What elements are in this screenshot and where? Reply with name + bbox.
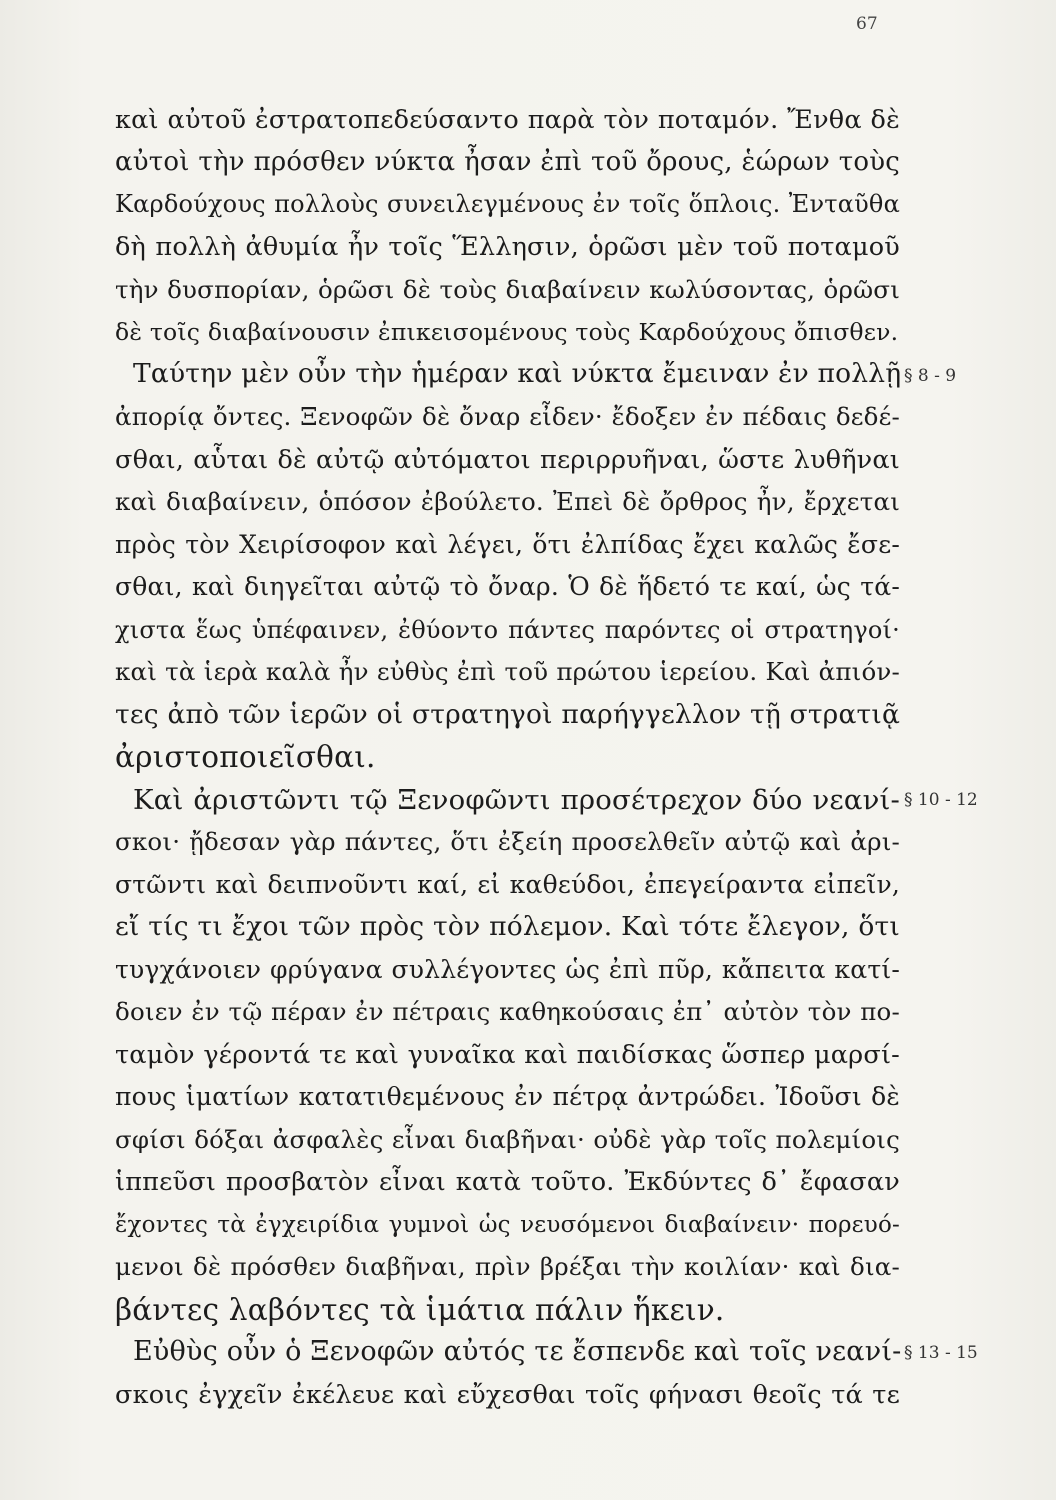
- text-line: δὲ τοῖς διαβαίνουσιν ἐπικεισομένους τοὺς Καρδούχους ὄπισθεν.: [115, 318, 899, 346]
- text-line: Ταύτην μὲν οὖν τὴν ἡμέραν καὶ νύκτα ἔμειναν ἐν πολλῇ: [133, 358, 902, 389]
- text-line: καὶ διαβαίνειν, ὁπόσον ἐβούλετο. Ἐπεὶ δὲ ὄρθρος ἦν, ἔρχεται: [115, 487, 900, 516]
- text-line: πρὸς τὸν Χειρίσοφον καὶ λέγει, ὅτι ἐλπίδας ἔχει καλῶς ἔσε-: [115, 530, 900, 559]
- text-line: σκοις ἐγχεῖν ἐκέλευε καὶ εὔχεσθαι τοῖς φήνασι θεοῖς τά τε: [115, 1380, 900, 1410]
- text-line: στῶντι καὶ δειπνοῦντι καί, εἰ καθεύδοι, ἐπεγείραντα εἰπεῖν,: [115, 870, 900, 899]
- text-line: τυγχάνοιεν φρύγανα συλλέγοντες ὡς ἐπὶ πῦρ, κἄπειτα κατί-: [115, 955, 900, 984]
- text-line: αὐτοὶ τὴν πρόσθεν νύκτα ἦσαν ἐπὶ τοῦ ὄρους, ἑώρων τοὺς: [115, 147, 900, 177]
- text-line: ἱππεῦσι προσβατὸν εἶναι κατὰ τοῦτο. Ἐκδύντες δ᾿ ἔφασαν: [115, 1167, 900, 1197]
- text-line: ἀπορίᾳ ὄντες. Ξενοφῶν δὲ ὄναρ εἶδεν· ἔδοξεν ἐν πέδαις δεδέ-: [115, 402, 900, 431]
- text-line: τὴν δυσπορίαν, ὁρῶσι δὲ τοὺς διαβαίνειν κωλύσοντας, ὁρῶσι: [115, 275, 900, 304]
- text-line: χιστα ἕως ὑπέφαινεν, ἐθύοντο πάντες παρόντες οἱ στρατηγοί·: [115, 616, 900, 644]
- text-line: ταμὸν γέροντά τε καὶ γυναῖκα καὶ παιδίσκας ὥσπερ μαρσί-: [115, 1040, 900, 1070]
- text-line: ἔχοντες τὰ ἐγχειρίδια γυμνοὶ ὡς νευσόμενοι διαβαίνειν· πορευό-: [115, 1212, 900, 1238]
- text-line: εἴ τίς τι ἔχοι τῶν πρὸς τὸν πόλεμον. Καὶ τότε ἔλεγον, ὅτι: [115, 911, 900, 942]
- section-marker: § 10 - 12: [904, 790, 978, 810]
- text-line: ἀριστοποιεῖσθαι.: [115, 740, 376, 774]
- text-line: σκοι· ᾔδεσαν γὰρ πάντες, ὅτι ἐξείη προσελθεῖν αὐτῷ καὶ ἀρι-: [115, 827, 900, 856]
- text-line: Καὶ ἀριστῶντι τῷ Ξενοφῶντι προσέτρεχον δύο νεανί-: [133, 784, 900, 816]
- text-line: σφίσι δόξαι ἀσφαλὲς εἶναι διαβῆναι· οὐδὲ γὰρ τοῖς πολεμίοις: [115, 1125, 900, 1154]
- text-line: Εὐθὺς οὖν ὁ Ξενοφῶν αὐτός τε ἔσπενδε καὶ τοῖς νεανί-: [133, 1336, 902, 1367]
- text-line: καὶ αὐτοῦ ἐστρατοπεδεύσαντο παρὰ τὸν ποταμόν. Ἔνθα δὲ: [115, 105, 900, 135]
- text-line: σθαι, καὶ διηγεῖται αὐτῷ τὸ ὄναρ. Ὁ δὲ ἥδετό τε καί, ὡς τά-: [115, 572, 900, 601]
- text-line: δοιεν ἐν τῷ πέραν ἐν πέτραις καθηκούσαις ἐπ᾿ αὐτὸν τὸν πο-: [115, 997, 900, 1026]
- text-line: πους ἱματίων κατατιθεμένους ἐν πέτρᾳ ἀντρώδει. Ἰδοῦσι δὲ: [115, 1082, 900, 1111]
- text-line: Καρδούχους πολλοὺς συνειλεγμένους ἐν τοῖς ὅπλοις. Ἐνταῦθα: [115, 190, 900, 218]
- page-number: 67: [856, 14, 878, 34]
- section-marker: § 8 - 9: [904, 366, 957, 386]
- text-line: καὶ τὰ ἱερὰ καλὰ ἦν εὐθὺς ἐπὶ τοῦ πρώτου ἱερείου. Καὶ ἀπιόν-: [115, 657, 900, 686]
- text-line: βάντες λαβόντες τὰ ἱμάτια πάλιν ἥκειν.: [115, 1293, 725, 1327]
- section-marker: § 13 - 15: [904, 1343, 978, 1363]
- text-line: σθαι, αὗται δὲ αὐτῷ αὐτόματοι περιρρυῆναι, ὥστε λυθῆναι: [115, 445, 900, 475]
- text-line: τες ἀπὸ τῶν ἱερῶν οἱ στρατηγοὶ παρήγγελλον τῇ στρατιᾷ: [115, 699, 901, 730]
- text-line: δὴ πολλὴ ἀθυμία ἦν τοῖς Ἕλλησιν, ὁρῶσι μὲν τοῦ ποταμοῦ: [115, 232, 900, 262]
- text-line: μενοι δὲ πρόσθεν διαβῆναι, πρὶν βρέξαι τὴν κοιλίαν· καὶ δια-: [115, 1252, 900, 1281]
